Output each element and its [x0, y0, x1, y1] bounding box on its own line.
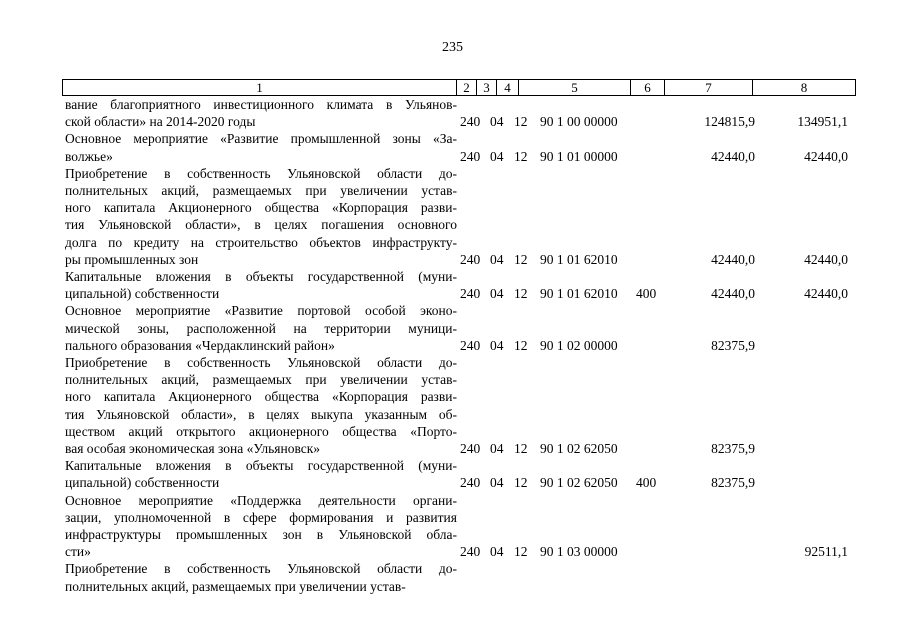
cell-c4: 12 [514, 114, 528, 130]
cell-c2: 240 [460, 251, 481, 267]
cell-c8: 42440,0 [804, 286, 848, 302]
description-line: Основное мероприятие «Развитие портовой особой эконо- [65, 303, 457, 319]
cell-c2: 240 [460, 286, 481, 302]
description-line: ципальной) собственности [65, 475, 220, 491]
cell-c2: 240 [460, 475, 481, 491]
cell-c5: 90 1 01 00000 [540, 148, 618, 164]
row-description [65, 457, 457, 491]
column-header-6: 6 [630, 80, 664, 95]
cell-c6: 400 [636, 286, 657, 302]
cell-c3: 04 [490, 148, 504, 164]
cell-c4: 12 [514, 148, 528, 164]
description-line: инфраструктуры промышленных зон в Ульяновской обла- [65, 527, 457, 542]
description-line: полнительных акций, размещаемых при увеличении устав- [65, 183, 457, 198]
column-number-header [62, 79, 856, 96]
description-line: пального образования «Чердаклинский район» [65, 337, 335, 353]
cell-c5: 90 1 02 00000 [540, 337, 618, 353]
cell-c4: 12 [514, 441, 528, 456]
description-line: Приобретение в собственность Ульяновской области до- [65, 355, 457, 370]
description-line: Приобретение в собственность Ульяновской области до- [65, 165, 457, 181]
cell-c5: 90 1 02 62050 [540, 475, 618, 491]
cell-c2: 240 [460, 441, 481, 456]
row-description [65, 560, 457, 594]
cell-c7: 82375,9 [711, 475, 755, 491]
cell-c3: 04 [490, 251, 504, 267]
column-header-5: 5 [518, 80, 630, 95]
cell-c5: 90 1 00 00000 [540, 114, 618, 130]
cell-c4: 12 [514, 475, 528, 491]
description-line: ципальной) собственности [65, 286, 220, 302]
description-line: тия Ульяновской области», в целях выкупа указанным об- [65, 406, 457, 422]
description-line: Приобретение в собственность Ульяновской области до- [65, 561, 457, 577]
description-line: Капитальные вложения в объекты государственной (муни- [65, 458, 457, 474]
row-description [65, 302, 457, 354]
description-line: долга по кредиту на строительство объектов инфраструкту- [65, 234, 457, 250]
cell-c3: 04 [490, 441, 504, 456]
row-description [65, 130, 457, 164]
description-line: полнительных акций, размещаемых при увеличении устав- [65, 578, 406, 594]
description-line: Капитальные вложения в объекты государственной (муни- [65, 269, 457, 284]
description-line: ного капитала Акционерного общества «Корпорация разви- [65, 200, 457, 216]
column-header-4: 4 [496, 80, 518, 95]
cell-c5: 90 1 01 62010 [540, 286, 618, 302]
description-line: Основное мероприятие «Развитие промышленной зоны «За- [65, 131, 457, 147]
description-line: полнительных акций, размещаемых при увеличении устав- [65, 372, 457, 388]
cell-c7: 82375,9 [711, 441, 755, 456]
description-line: вая особая экономическая зона «Ульяновск» [65, 441, 321, 457]
row-description [65, 354, 457, 457]
cell-c5: 90 1 01 62010 [540, 251, 618, 267]
description-line: ществом акций открытого акционерного общества «Порто- [65, 423, 457, 439]
description-line: ного капитала Акционерного общества «Корпорация разви- [65, 389, 457, 405]
cell-c4: 12 [514, 286, 528, 302]
cell-c4: 12 [514, 251, 528, 267]
cell-c8: 42440,0 [804, 251, 848, 267]
column-header-1: 1 [62, 80, 456, 95]
cell-c3: 04 [490, 286, 504, 302]
row-description [65, 268, 457, 302]
description-line: волжье» [65, 148, 113, 164]
cell-c2: 240 [460, 148, 481, 164]
row-description [65, 96, 457, 130]
cell-c7: 42440,0 [711, 148, 755, 164]
description-line: ры промышленных зон [65, 251, 199, 267]
cell-c3: 04 [490, 544, 504, 560]
cell-c7: 82375,9 [711, 337, 755, 353]
cell-c8: 42440,0 [804, 148, 848, 164]
row-description [65, 165, 457, 268]
cell-c7: 124815,9 [704, 114, 755, 130]
cell-c4: 12 [514, 544, 528, 560]
cell-c5: 90 1 03 00000 [540, 544, 618, 560]
description-line: тия Ульяновской области», в целях погашения основного [65, 217, 457, 233]
cell-c2: 240 [460, 544, 481, 560]
cell-c4: 12 [514, 337, 528, 353]
row-description [65, 492, 457, 561]
description-line: сти» [65, 544, 91, 560]
cell-c7: 42440,0 [711, 251, 755, 267]
cell-c3: 04 [490, 475, 504, 491]
description-line: зации, уполномоченной в сфере формирования и развития [65, 509, 457, 525]
column-header-7: 7 [664, 80, 752, 95]
description-line: ской области» на 2014-2020 годы [65, 114, 256, 130]
description-line: Основное мероприятие «Поддержка деятельности органи- [65, 492, 457, 508]
cell-c3: 04 [490, 337, 504, 353]
description-line: вание благоприятного инвестиционного климата в Ульянов- [65, 97, 457, 112]
cell-c7: 42440,0 [711, 286, 755, 302]
page-number: 235 [442, 40, 463, 55]
cell-c3: 04 [490, 114, 504, 130]
cell-c8: 92511,1 [804, 544, 848, 560]
column-header-8: 8 [752, 80, 856, 95]
cell-c2: 240 [460, 114, 481, 130]
cell-c6: 400 [636, 475, 657, 491]
column-header-3: 3 [476, 80, 496, 95]
column-header-2: 2 [456, 80, 476, 95]
cell-c8: 134951,1 [797, 114, 848, 130]
cell-c5: 90 1 02 62050 [540, 441, 618, 456]
cell-c2: 240 [460, 337, 481, 353]
description-line: мической зоны, расположенной на территории муници- [65, 320, 457, 336]
